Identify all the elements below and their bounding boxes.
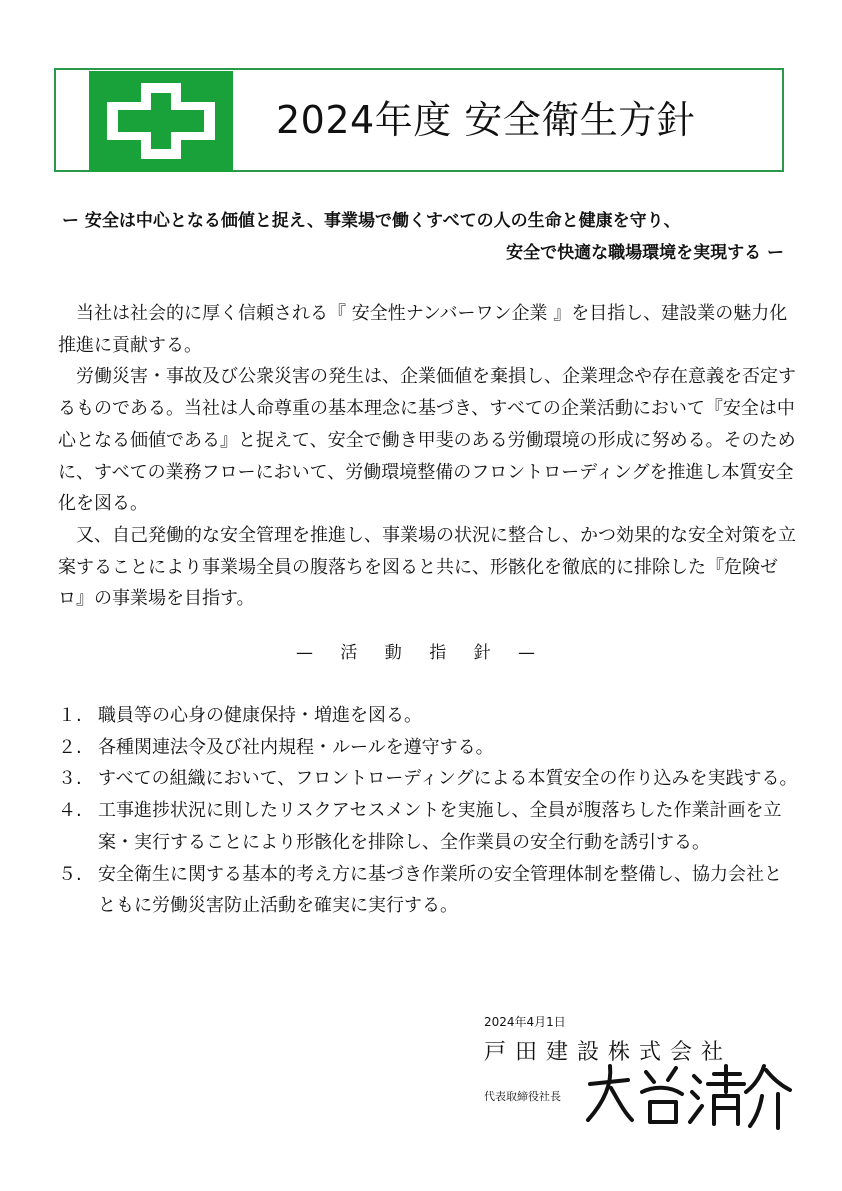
list-item [58, 700, 798, 732]
company-name: 戸田建設株式会社 [484, 1040, 733, 1065]
policy-body [58, 298, 798, 615]
list-item [58, 732, 798, 764]
item-text: すべての組織において、フロントローディングによる本質安全の作り込みを実践する。 [98, 768, 798, 790]
policy-paragraph: 又、自己発働的な安全管理を推進し、事業場の状況に整合し、かつ効果的な安全対策を立案することにより事業場全員の腹落ちを図ると共に、形骸化を徹底的に排除した『危険ゼロ』の事業場を目指す。 [58, 524, 796, 610]
list-item [58, 763, 798, 795]
item-text: 各種関連法令及び社内規程・ルールを遵守する。 [98, 736, 494, 758]
page-title: 2024年度 安全衛生方針 [276, 98, 696, 142]
title-box [54, 68, 784, 172]
handwritten-signature [584, 1062, 794, 1130]
activity-list [58, 700, 798, 922]
green-cross-safety-icon [89, 71, 233, 172]
slogan-line-1: ー 安全は中心となる価値と捉え、事業場で働くすべての人の生命と健康を守り、 [62, 211, 681, 231]
issue-date: 2024年4月1日 [484, 1015, 566, 1029]
list-item [58, 859, 798, 922]
item-number: ３. [58, 768, 82, 790]
item-number: １. [58, 705, 82, 726]
item-text: 職員等の心身の健康保持・増進を図る。 [98, 705, 422, 726]
item-number: ５. [58, 863, 82, 885]
item-text: 工事進捗状況に則したリスクアセスメントを実施し、全員が腹落ちした作業計画を立案・実行することにより形骸化を排除し、全作業員の安全行動を誘引する。 [98, 800, 782, 853]
item-number: ４. [58, 800, 82, 822]
item-text: 安全衛生に関する基本的考え方に基づき作業所の安全管理体制を整備し、協力会社とともに労働災害防止活動を確実に実行する。 [98, 863, 782, 917]
list-item [58, 795, 798, 858]
policy-paragraph: 労働災害・事故及び公衆災害の発生は、企業価値を棄損し、企業理念や存在意義を否定するものである。当社は人命尊重の基本理念に基づき、すべての企業活動において『安全は中心となる価値である』と捉えて、安全で働き甲斐のある労働環境の形成に努める。そのために、すべての業務フローにおいて、労働環境整備のフロントローディングを推進し本質安全化を図る。 [58, 366, 796, 515]
item-number: ２. [58, 736, 82, 758]
activity-heading: — 活 動 指 針 — [295, 643, 547, 663]
slogan-line-2: 安全で快適な職場環境を実現する ー [506, 243, 784, 263]
representative-title: 代表取締役社長 [484, 1090, 561, 1103]
policy-paragraph: 当社は社会的に厚く信頼される『 安全性ナンバーワン企業 』を目指し、建設業の魅力化推進に貢献する。 [58, 303, 788, 356]
